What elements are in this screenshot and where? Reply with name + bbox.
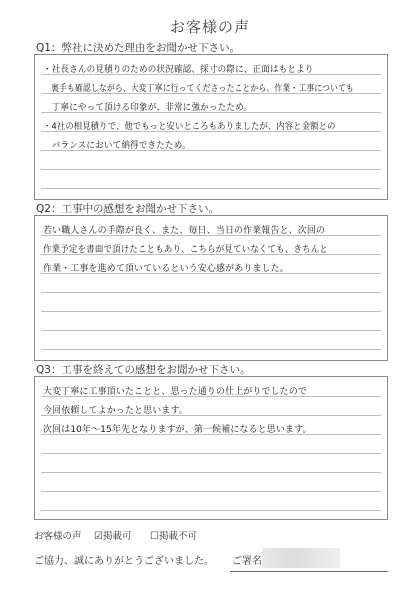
q1-answer-box [34, 54, 388, 200]
q2-answer-line: 若い職人さんの手際が良く、また、毎日、当日の作業報告と、次回の [43, 225, 326, 236]
q1-answer-line: ・4社の相見積りで、他でもっと安いところもありましたが、内容と金額との [43, 121, 336, 132]
publish-denied-option[interactable] [150, 528, 197, 542]
q3-answer-line: 今回依頼してよかったと思います。 [43, 405, 188, 416]
unchecked-box-icon[interactable]: ☐ [150, 531, 159, 542]
thanks-message: ご協力、誠にありがとうございました。 [34, 556, 214, 567]
q1-answer-line: バランスにおいて納得できたため。 [43, 140, 191, 151]
page-title: お客様の声 [169, 18, 250, 36]
q1-answer-line: 丁寧にやって頂ける印象が、非常に強かったため。 [43, 102, 253, 113]
q3-answer-line: 大変丁寧に工事頂いたことと、思った通りの仕上がりでしたので [43, 386, 308, 397]
publish-allowed-label: 掲載可 [102, 531, 132, 542]
signature-line [230, 571, 388, 572]
q2-label: Q2：工事中の感想をお聞かせ下さい。 [36, 203, 219, 215]
q3-answer-line: 次回は10年～15年先となりますが、第一候補になると思います。 [43, 424, 312, 435]
q1-answer-line: 裏手も確認しながら、大変丁寧に行ってくださったことから、作業・工事についても [43, 83, 355, 94]
q3-ruled-lines [35, 377, 387, 519]
q2-ruled-lines [35, 216, 387, 360]
publish-allowed-option[interactable] [94, 528, 131, 542]
q1-label: Q1：弊社に決めた理由をお聞かせ下さい。 [36, 42, 240, 54]
q3-label: Q3：工事を終えての感想をお聞かせ下さい。 [36, 364, 251, 376]
q3-answer-box [34, 376, 388, 520]
signature-redacted [262, 548, 340, 568]
customer-voice-label: お客様の声 [34, 531, 82, 542]
q1-answer-line: ・社長さんの見積りのための状況確認、採寸の際に、正面はもとより [43, 64, 314, 75]
q2-answer-box [34, 215, 388, 361]
q2-answer-line: 作業予定を書面で頂けたこともあり、こちらが見ていなくても、きちんと [43, 244, 329, 255]
publish-denied-label: 掲載不可 [158, 531, 197, 542]
checked-box-icon[interactable]: ☑ [94, 531, 103, 542]
q2-answer-line: 作業・工事を進めて頂いているという安心感がありました。 [43, 263, 289, 274]
signature-label: ご署名 [232, 556, 262, 567]
